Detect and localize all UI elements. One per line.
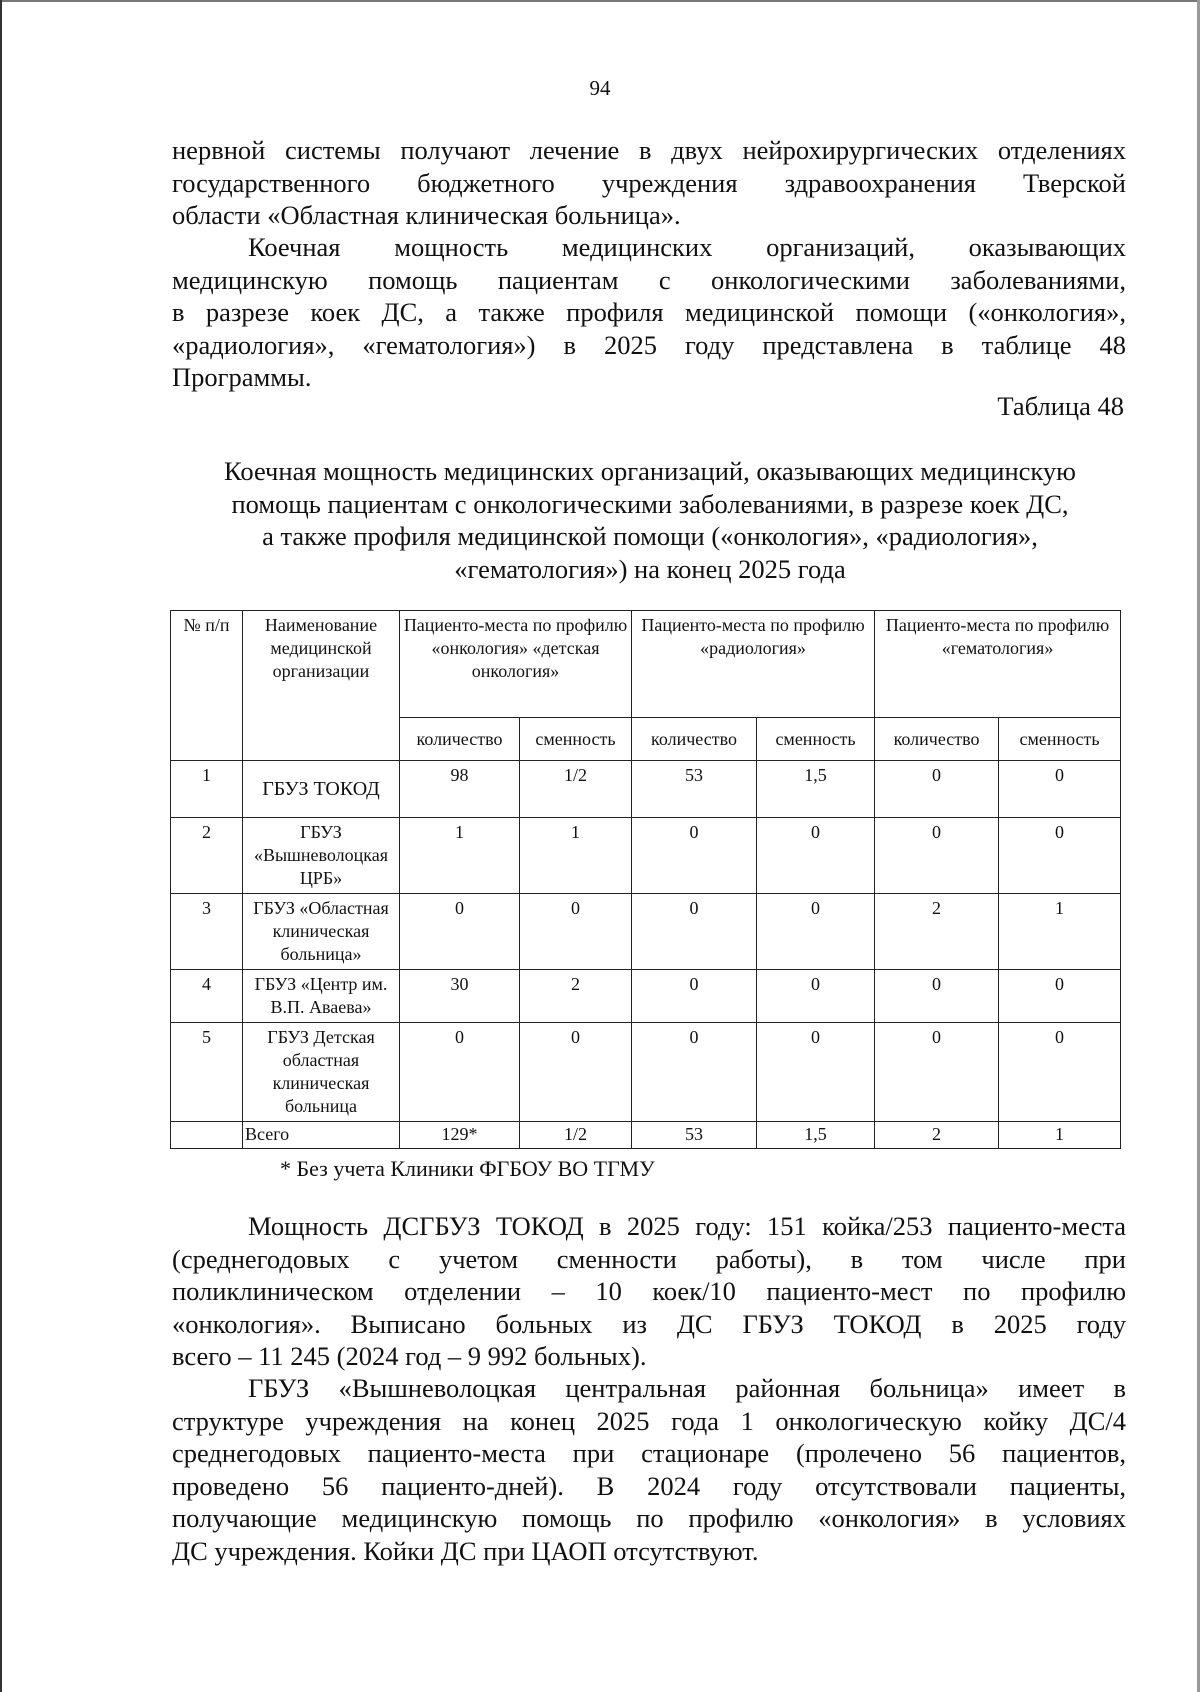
- paragraph-2: [172, 231, 1126, 394]
- cell-rad-qty: 53: [632, 761, 757, 818]
- table-total-row: [171, 1122, 1121, 1149]
- cell-onc-shift: 2: [520, 970, 632, 1023]
- table-title-line: а также профиля медицинской помощи («онкология», «радиология»,: [262, 521, 1038, 551]
- cell-org: ГБУЗ Детская областная клиническая больница: [243, 1023, 400, 1122]
- scan-edge-top: [0, 0, 1200, 2]
- cell-num: 3: [171, 894, 243, 970]
- paragraph-3-line: «онкология». Выписано больных из ДС ГБУЗ ТОКОД в 2025 году: [172, 1308, 1126, 1339]
- cell-rad-shift: 0: [757, 818, 875, 894]
- cell-total-label: Всего: [243, 1122, 400, 1149]
- table-row: [171, 818, 1121, 894]
- cell-hem-shift: 0: [999, 818, 1121, 894]
- subheader-qty: количество: [400, 718, 520, 761]
- paragraph-4-line: проведено 56 пациенто-дней). В 2024 году отсутствовали пациенты,: [172, 1470, 1126, 1501]
- paragraph-3-line: (среднегодовых с учетом сменности работы), в том числе при: [172, 1243, 1126, 1274]
- paragraph-1-line: государственного бюджетного учреждения здравоохранения Тверской: [172, 167, 1126, 198]
- beds-table: [170, 610, 1121, 1149]
- cell-hem-qty: 0: [875, 761, 999, 818]
- cell-hem-qty: 0: [875, 818, 999, 894]
- cell-rad-qty: 0: [632, 894, 757, 970]
- table-footnote: * Без учета Клиники ФГБОУ ВО ТГМУ: [280, 1156, 655, 1181]
- header-num: № п/п: [171, 611, 243, 761]
- paragraph-4-line: получающие медицинскую помощь по профилю «онкология» в условиях: [172, 1503, 1126, 1533]
- table-header-row: [171, 611, 1121, 718]
- subheader-qty: количество: [632, 718, 757, 761]
- cell-hem-qty: 0: [875, 970, 999, 1023]
- paragraph-4-line: структуре учреждения на конец 2025 года 1 онкологическую койку ДС/4: [172, 1405, 1126, 1436]
- header-radiology: Пациенто-места по профилю «радиология»: [632, 611, 875, 718]
- paragraph-3: [172, 1210, 1126, 1373]
- table-title-line: помощь пациентам с онкологическими заболеваниями, в разрезе коек ДС,: [231, 488, 1069, 519]
- cell-onc-qty: 0: [400, 894, 520, 970]
- cell-hem-shift: 1: [999, 894, 1121, 970]
- cell-onc-shift: 1/2: [520, 761, 632, 818]
- cell-num: [171, 1122, 243, 1149]
- cell-hem-shift: 0: [999, 761, 1121, 818]
- header-org: Наименование медицинской организации: [243, 611, 400, 761]
- paragraph-2-line: медицинскую помощь пациентам с онкологическими заболеваниями,: [172, 264, 1126, 295]
- paragraph-3-line: поликлиническом отделении – 10 коек/10 пациенто-мест по профилю: [172, 1276, 1126, 1306]
- header-hematology: Пациенто-места по профилю «гематология»: [875, 611, 1121, 718]
- paragraph-4: [172, 1372, 1126, 1567]
- paragraph-4-line: ДС учреждения. Койки ДС при ЦАОП отсутствуют.: [172, 1535, 759, 1566]
- subheader-qty: количество: [875, 718, 999, 761]
- cell-rad-qty: 0: [632, 970, 757, 1023]
- cell-hem-qty: 2: [875, 894, 999, 970]
- paragraph-1-line: нервной системы получают лечение в двух нейрохирургических отделениях: [172, 135, 1126, 165]
- cell-onc-shift: 0: [520, 894, 632, 970]
- table-title-line: Коечная мощность медицинских организаций, оказывающих медицинскую: [224, 456, 1076, 486]
- cell-onc-qty: 0: [400, 1023, 520, 1122]
- table-row: [171, 1023, 1121, 1122]
- cell-hem-qty: 0: [875, 1023, 999, 1122]
- cell-onc-qty: 1: [400, 818, 520, 894]
- cell-num: 5: [171, 1023, 243, 1122]
- cell-rad-shift: 1,5: [757, 761, 875, 818]
- paragraph-3-line: всего – 11 245 (2024 год – 9 992 больных).: [172, 1341, 647, 1371]
- subheader-shift: сменность: [999, 718, 1121, 761]
- header-oncology: Пациенто-места по профилю «онкология» «детская онкология»: [400, 611, 632, 718]
- scan-edge-left: [0, 0, 2, 1692]
- cell-onc-qty: 98: [400, 761, 520, 818]
- paragraph-1: [172, 134, 1126, 232]
- paragraph-3-line: Мощность ДСГБУЗ ТОКОД в 2025 году: 151 койка/253 пациенто-места: [248, 1211, 1126, 1241]
- cell-hem-qty: 2: [875, 1122, 999, 1149]
- paragraph-2-line: Программы.: [172, 362, 312, 392]
- cell-onc-qty: 30: [400, 970, 520, 1023]
- cell-hem-shift: 1: [999, 1122, 1121, 1149]
- cell-org: ГБУЗ «Вышневолоцкая ЦРБ»: [243, 818, 400, 894]
- cell-rad-shift: 0: [757, 970, 875, 1023]
- cell-num: 4: [171, 970, 243, 1023]
- table-row: [171, 761, 1121, 818]
- cell-rad-qty: 0: [632, 818, 757, 894]
- paragraph-2-line: Коечная мощность медицинских организаций, оказывающих: [248, 232, 1126, 262]
- cell-onc-shift: 1/2: [520, 1122, 632, 1149]
- paragraph-4-line: среднегодовых пациенто-места при стационаре (пролечено 56 пациентов,: [172, 1438, 1126, 1468]
- paragraph-4-line: ГБУЗ «Вышневолоцкая центральная районная больница» имеет в: [248, 1373, 1126, 1403]
- subheader-shift: сменность: [520, 718, 632, 761]
- table-label: Таблица 48: [997, 391, 1124, 421]
- table-row: [171, 894, 1121, 970]
- paragraph-2-line: «радиология», «гематология») в 2025 году представлена в таблице 48: [172, 329, 1126, 360]
- cell-rad-shift: 0: [757, 894, 875, 970]
- cell-org: ГБУЗ «Областная клиническая больница»: [243, 894, 400, 970]
- cell-num: 1: [171, 761, 243, 818]
- table-title-line: «гематология») на конец 2025 года: [454, 553, 846, 584]
- cell-rad-shift: 1,5: [757, 1122, 875, 1149]
- paragraph-2-line: в разрезе коек ДС, а также профиля медицинской помощи («онкология»,: [172, 297, 1126, 327]
- cell-org: ГБУЗ «Центр им. В.П. Аваева»: [243, 970, 400, 1023]
- cell-hem-shift: 0: [999, 970, 1121, 1023]
- cell-onc-qty: 129*: [400, 1122, 520, 1149]
- cell-rad-qty: 0: [632, 1023, 757, 1122]
- cell-onc-shift: 1: [520, 818, 632, 894]
- cell-org: ГБУЗ ТОКОД: [243, 761, 400, 818]
- page-number: 94: [589, 76, 611, 100]
- table-row: [171, 970, 1121, 1023]
- subheader-shift: сменность: [757, 718, 875, 761]
- cell-onc-shift: 0: [520, 1023, 632, 1122]
- paragraph-1-line: области «Областная клиническая больница».: [172, 200, 681, 230]
- cell-rad-shift: 0: [757, 1023, 875, 1122]
- cell-rad-qty: 53: [632, 1122, 757, 1149]
- cell-hem-shift: 0: [999, 1023, 1121, 1122]
- cell-num: 2: [171, 818, 243, 894]
- table-title: [140, 455, 1160, 585]
